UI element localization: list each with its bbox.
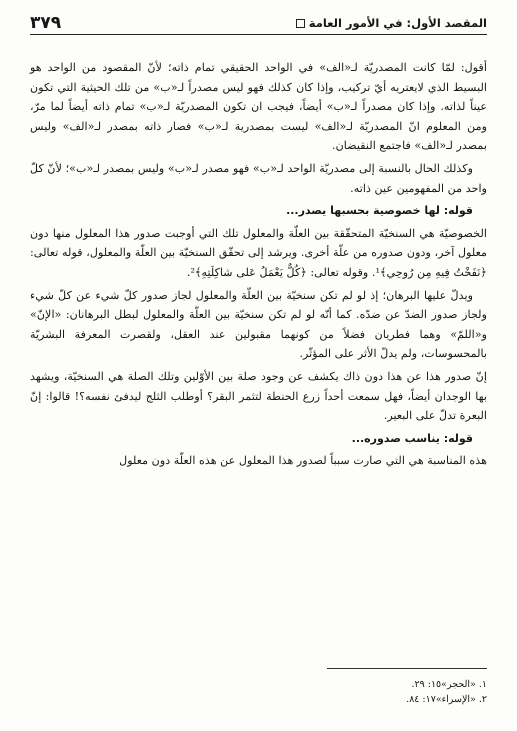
- paragraph: الخصوصيّة هي السنخيّة المتحقّقة بين العلّة والمعلول تلك التي أوجبت صدور هذا المعلول منها دون معلول آخر، ودون صدوره من علّة أخرى. ويرشد إلى تحقّق السنخيّة بين العلّة والمعلول، قوله تعالى: ﴿نَفَخْتُ فِيهِ مِن رُوحِي﴾¹. وقوله تعالى: ﴿كُلٌّ يَعْمَلُ عَلى شاكِلَتِهِ﴾².: [30, 226, 487, 279]
- header-title: المقصد الأول: في الأمور العامة: [308, 16, 487, 30]
- running-header: [30, 12, 487, 35]
- paragraph: وكذلك الحال بالنسبة إلى مصدريّة الواحد لـ«ب» فهو مصدر لـ«ب» وليس بمصدر لـ«ب»؛ لأنّ كلّ واحد من المفهومين عين ذاته.: [30, 161, 487, 195]
- book-page: [30, 0, 487, 731]
- footnote: ٢. «الإسراء»١٧: ٨٤.: [406, 694, 487, 705]
- paragraph: إنّ صدور هذا عن هذا دون ذاك يكشف عن وجود صلة بين الأوّلين وتلك الصلة هي السنخيّة، ويشهد بها الوجدان أيضاً، فهل سمعت أحداً زرع الحنطة لتثمر البقر؟ أوطلب الثلج ليدفئ نفسه؟! قالوا: إنّ البعرة تدلّ على البعير.: [30, 369, 487, 423]
- paragraph: هذه المناسبة هي التي صارت سبباً لصدور هذا المعلول عن هذه العلّة دون معلول: [119, 454, 487, 468]
- paragraph: أقول: لمّا كانت المصدريّة لـ«الف» في الواحد الحقيقي تمام ذاته؛ لأنّ المقصود من الواحد هو البسيط الذي لايعتريه أيّ تركيب، وإذا كان كذلك فهو ليس مصدراً لـ«ب» من تلك الحيثية التي تكون عيناً لذاته. وإذا كان مصدراً لـ«ب» أيضاً، فيجب ان تكون المصدريّة لـ«ب» تمام ذاته أيضاً لما مرّ، ومن المعلوم انّ المصدريّة لـ«الف» ليست بمصدرية لـ«ب» فصار ذاته بمصدر لـ«الف» وليس بمصدر لـ«الف» فاجتمع النقيضان.: [30, 61, 487, 153]
- footnotes: [30, 668, 487, 707]
- footnote-divider: [327, 668, 487, 669]
- square-ornament-icon: [296, 19, 305, 28]
- main-text: [30, 58, 487, 474]
- footnote: ١. «الحجر»١٥: ٢٩.: [411, 679, 487, 690]
- paragraph: ويدلّ عليها البرهان؛ إذ لو لم تكن سنخيّة بين العلّة والمعلول لجاز صدور كلّ شيء عن كلّ شيء ولجاز صدور الضدّ عن ضدّه. كما أنّه لو لم تكن سنخيّة بين العلّة والمعلول لبطل البرهانان: «الإنّ» و«اللمّ» وهما فطريان فضلاً من كونهما مقبولين عند العقل، ولقصرت المعرفة البشريّة بالمحسوسات، ولم يدلّ الأثر على المؤثّر.: [30, 288, 487, 361]
- commentary-heading: قوله: يناسب صدوره...: [351, 431, 473, 445]
- commentary-heading: قوله: لها خصوصية بحسبها يصدر...: [286, 204, 473, 218]
- header-title-group: [296, 16, 487, 30]
- page-number: ٣٧٩: [30, 13, 62, 33]
